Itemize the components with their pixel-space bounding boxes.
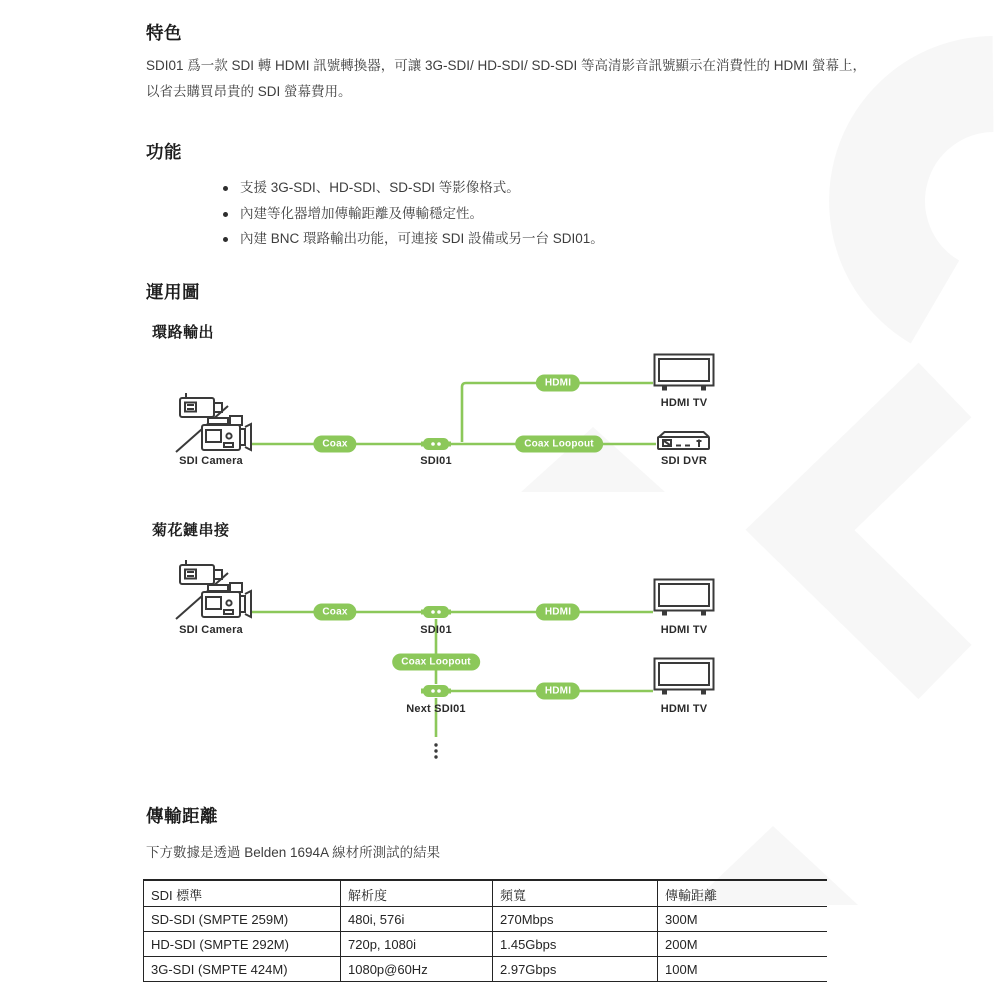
function-list-item	[223, 204, 483, 224]
function-item-text: 內建 BNC 環路輸出功能，可連接 SDI 設備或另一台 SDI01。	[240, 231, 604, 246]
transmission-distance-table	[143, 879, 827, 982]
transmission-caption: 下方數據是透過 Belden 1694A 線材所測試的結果	[146, 845, 441, 860]
table-header-row	[144, 880, 827, 907]
hdmi-pill: HDMI	[536, 604, 580, 621]
table-header-cell: SDI 標準	[144, 880, 341, 907]
coax-pill: Coax	[313, 604, 356, 621]
functions-heading: 功能	[146, 142, 182, 162]
sdi-dvr-label: SDI DVR	[660, 455, 708, 467]
table-cell: 100M	[658, 957, 827, 982]
table-cell: 720p, 1080i	[341, 932, 493, 957]
application-heading: 運用圖	[146, 282, 200, 302]
coax-loopout-pill: Coax Loopout	[392, 654, 480, 671]
sdi01-device-icon	[421, 438, 451, 450]
hdmi2-pill: HDMI	[536, 683, 580, 700]
bullet-icon	[223, 186, 228, 191]
table-row	[144, 932, 827, 957]
hdmi-tv-label: HDMI TV	[660, 397, 708, 409]
hdmi-tv-icon	[655, 580, 714, 616]
function-item-text: 內建等化器增加傳輸距離及傳輸穩定性。	[240, 206, 483, 221]
daisy-chain-diagram	[140, 545, 770, 765]
coax-loopout-pill: Coax Loopout	[515, 436, 603, 453]
features-paragraph-line-2: 以省去購買昂貴的 SDI 螢幕費用。	[146, 84, 352, 99]
table-row	[144, 957, 827, 982]
sdi-camera-icon	[176, 393, 251, 452]
bullet-icon	[223, 212, 228, 217]
table-cell: 200M	[658, 932, 827, 957]
table-cell: 2.97Gbps	[493, 957, 658, 982]
features-heading: 特色	[146, 23, 182, 43]
function-item-text: 支援 3G-SDI、HD-SDI、SD-SDI 等影像格式。	[240, 180, 520, 195]
coax-pill: Coax	[313, 436, 356, 453]
function-list-item	[223, 178, 520, 198]
table-cell: 300M	[658, 907, 827, 932]
loop-output-diagram	[140, 345, 770, 480]
table-cell: 270Mbps	[493, 907, 658, 932]
table-cell: 1.45Gbps	[493, 932, 658, 957]
sdi-dvr-icon	[658, 432, 709, 449]
function-list-item	[223, 229, 604, 249]
hdmi-tv-label: HDMI TV	[660, 624, 708, 636]
table-cell: 480i, 576i	[341, 907, 493, 932]
sdi01-device-icon	[421, 606, 451, 618]
sdi-camera-label: SDI Camera	[179, 455, 243, 467]
table-cell: HD-SDI (SMPTE 292M)	[144, 932, 341, 957]
hdmi-tv2-label: HDMI TV	[660, 703, 708, 715]
table-cell: 3G-SDI (SMPTE 424M)	[144, 957, 341, 982]
hdmi-pill: HDMI	[536, 375, 580, 392]
loop-output-subheading: 環路輸出	[152, 324, 215, 341]
table-cell: 1080p@60Hz	[341, 957, 493, 982]
next-sdi01-label: Next SDI01	[406, 703, 466, 715]
table-header-cell: 頻寬	[493, 880, 658, 907]
chain-continues-dots-icon	[434, 743, 437, 758]
sdi-camera-label: SDI Camera	[179, 624, 243, 636]
sdi01-label: SDI01	[420, 455, 452, 467]
hdmi-tv-icon	[655, 355, 714, 391]
table-header-cell: 傳輸距離	[658, 880, 827, 907]
features-paragraph-line-1: SDI01 爲一款 SDI 轉 HDMI 訊號轉換器，可讓 3G-SDI/ HD-SDI/ SD-SDI 等高清影音訊號顯示在消費性的 HDMI 螢幕上，	[146, 58, 867, 73]
next-sdi01-device-icon	[421, 685, 451, 697]
table-row	[144, 907, 827, 932]
daisy-chain-subheading: 菊花鏈串接	[152, 522, 230, 539]
sdi-camera-icon	[176, 560, 251, 619]
transmission-heading: 傳輸距離	[146, 806, 218, 826]
hdmi-connection-line	[462, 383, 653, 442]
table-cell: SD-SDI (SMPTE 259M)	[144, 907, 341, 932]
sdi01-label: SDI01	[420, 624, 452, 636]
hdmi-tv2-icon	[655, 659, 714, 695]
table-header-cell: 解析度	[341, 880, 493, 907]
bullet-icon	[223, 237, 228, 242]
